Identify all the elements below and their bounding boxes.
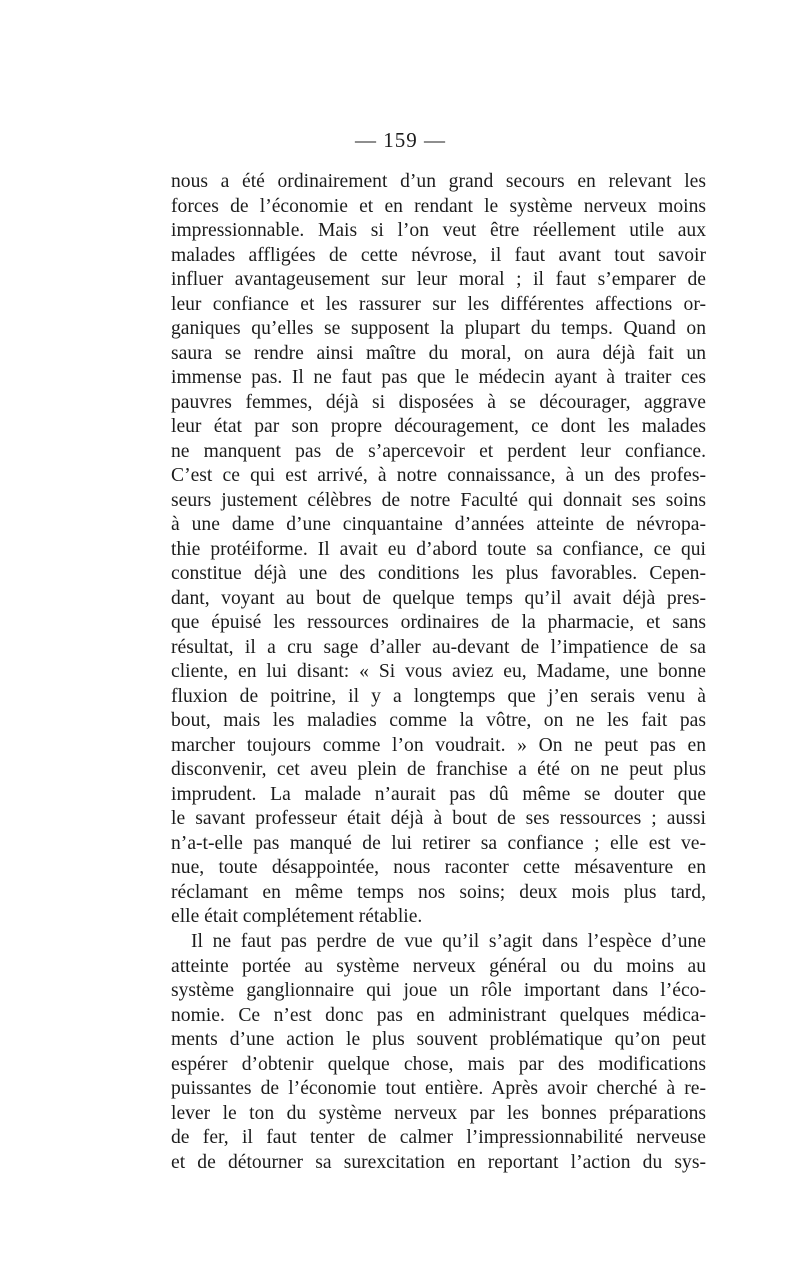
text-line: réclamant en même temps nos soins; deux mois plus tard, (171, 881, 706, 903)
text-line: cliente, en lui disant: « Si vous aviez eu, Madame, une bonne (171, 661, 706, 683)
text-line: marcher toujours comme l’on voudrait. » On ne peut pas en (171, 734, 706, 756)
text-line: ne manquent pas de s’apercevoir et perdent leur confiance. (171, 440, 706, 462)
text-line: dant, voyant au bout de quelque temps qu’il avait déjà pres- (171, 587, 706, 609)
text-line: saura se rendre ainsi maître du moral, on aura déjà fait un (171, 342, 706, 364)
page-number: — 159 — (355, 128, 446, 152)
text-line: immense pas. Il ne faut pas que le médecin ayant à traiter ces (171, 367, 706, 389)
text-line: constitue déjà une des conditions les plus favorables. Cepen- (171, 563, 706, 585)
text-line: à une dame d’une cinquantaine d’années atteinte de névropa- (171, 514, 706, 536)
text-line: nous a été ordinairement d’un grand secours en relevant les (171, 171, 706, 192)
text-line: fluxion de poitrine, il y a longtemps que j’en serais venu à (171, 685, 706, 707)
paragraph-end-line: elle était complétement rétablie. (171, 906, 423, 928)
text-line: leur confiance et les rassurer sur les différentes affections or- (171, 293, 706, 315)
text-line: thie protéiforme. Il avait eu d’abord toute sa confiance, ce qui (171, 538, 706, 560)
text-line: C’est ce qui est arrivé, à notre connaissance, à un des profes- (171, 465, 706, 487)
text-line: influer avantageusement sur leur moral ; il faut s’emparer de (171, 269, 706, 291)
text-line: forces de l’économie et en rendant le système nerveux moins (171, 195, 706, 217)
text-line: impressionnable. Mais si l’on veut être réellement utile aux (171, 220, 706, 242)
text-line: espérer d’obtenir quelque chose, mais par des modifications (171, 1053, 706, 1075)
text-line: système ganglionnaire qui joue un rôle important dans l’éco- (171, 980, 706, 1002)
text-line: nue, toute désappointée, nous raconter cette mésaventure en (171, 857, 706, 879)
text-line: de fer, il faut tenter de calmer l’impressionnabilité nerveuse (171, 1127, 706, 1149)
text-line: lever le ton du système nerveux par les bonnes préparations (171, 1102, 706, 1124)
text-line: ments d’une action le plus souvent problématique qu’on peut (171, 1029, 706, 1051)
body-text (171, 170, 706, 1175)
text-line: seurs justement célèbres de notre Faculté qui donnait ses soins (171, 489, 706, 511)
paragraph-start-line: Il ne faut pas perdre de vue qu’il s’agit dans l’espèce d’une (191, 930, 706, 952)
text-line: le savant professeur était déjà à bout de ses ressources ; aussi (171, 808, 706, 830)
text-line: puissantes de l’économie tout entière. Après avoir cherché à re- (171, 1078, 706, 1100)
text-line: résultat, il a cru sage d’aller au-devant de l’impatience de sa (171, 636, 706, 658)
text-line: ganiques qu’elles se supposent la plupart du temps. Quand on (171, 318, 706, 340)
text-line: n’a-t-elle pas manqué de lui retirer sa confiance ; elle est ve- (171, 832, 706, 854)
text-line: et de détourner sa surexcitation en reportant l’action du sys- (171, 1151, 706, 1173)
text-line: disconvenir, cet aveu plein de franchise a été on ne peut plus (171, 759, 706, 781)
text-line: bout, mais les maladies comme la vôtre, on ne les fait pas (171, 710, 706, 732)
text-line: leur état par son propre découragement, ce dont les malades (171, 416, 706, 438)
text-line: imprudent. La malade n’aurait pas dû même se douter que (171, 783, 706, 805)
text-line: que épuisé les ressources ordinaires de la pharmacie, et sans (171, 612, 706, 634)
text-line: malades affligées de cette névrose, il faut avant tout savoir (171, 244, 706, 266)
text-line: atteinte portée au système nerveux général ou du moins au (171, 955, 706, 977)
text-line: nomie. Ce n’est donc pas en administrant quelques médica- (171, 1004, 706, 1026)
text-line: pauvres femmes, déjà si disposées à se décourager, aggrave (171, 391, 706, 413)
